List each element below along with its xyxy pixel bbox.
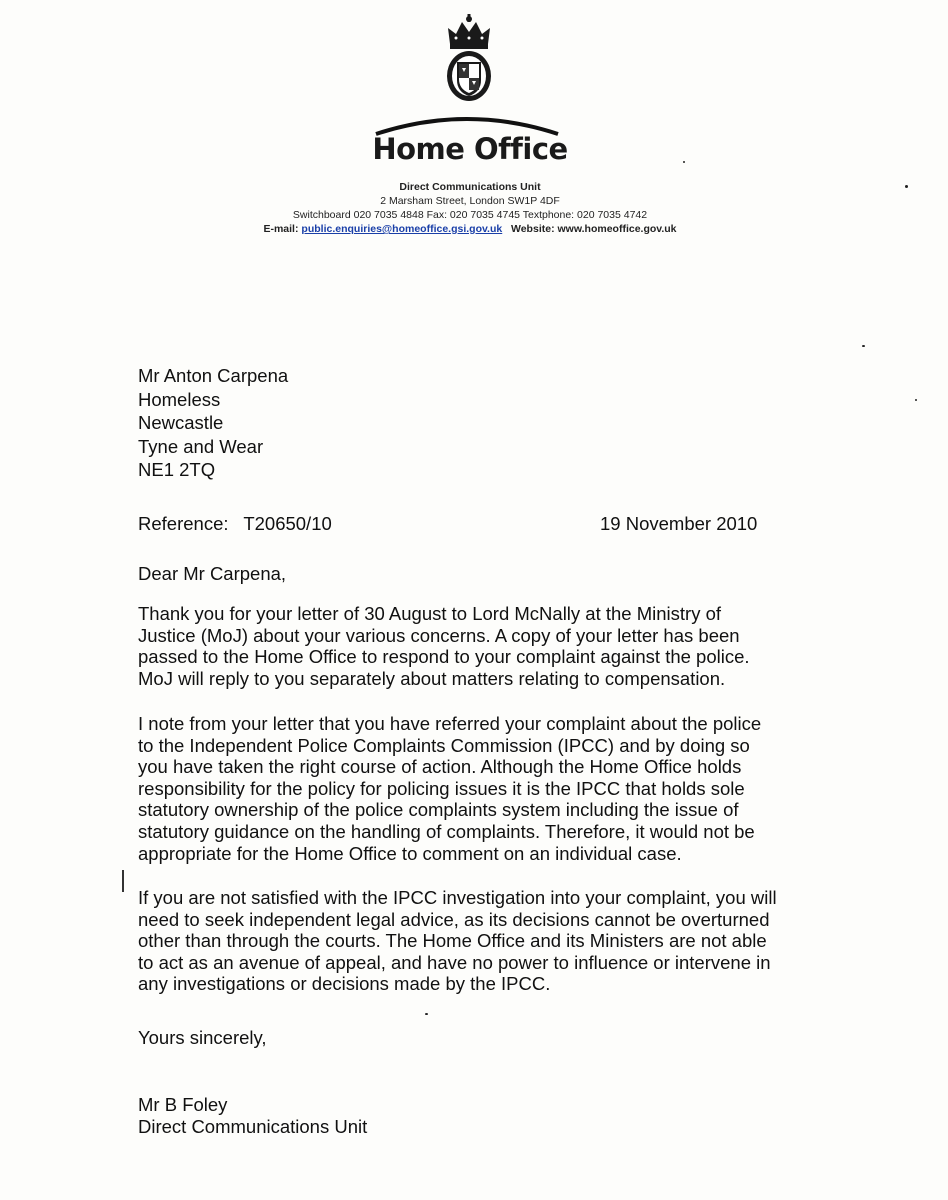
paragraph-line: Justice (MoJ) about your various concerns. A copy of your letter has been bbox=[138, 624, 740, 646]
salutation: Dear Mr Carpena, bbox=[138, 563, 287, 584]
paragraph-line: statutory ownership of the police complaints system including the issue of bbox=[138, 799, 739, 821]
paragraph-line: passed to the Home Office to respond to your complaint against the police. bbox=[138, 646, 750, 668]
recipient-line: Tyne and Wear bbox=[138, 435, 264, 457]
letterhead-phones: Switchboard 020 7035 4848 Fax: 020 7035 4745 Textphone: 020 7035 4742 bbox=[292, 209, 648, 221]
email-link[interactable]: public.enquiries@homeoffice.gsi.gov.uk bbox=[301, 223, 503, 235]
paragraph-line: responsibility for the policy for policing issues it is the IPCC that holds sole bbox=[138, 777, 745, 799]
royal-coat-of-arms-icon bbox=[438, 14, 500, 104]
email-label: E-mail: bbox=[263, 223, 299, 235]
reference-value: T20650/10 bbox=[243, 513, 332, 534]
paragraph-line: you have taken the right course of action. Although the Home Office holds bbox=[138, 756, 742, 778]
recipient-address bbox=[138, 364, 288, 482]
margin-mark bbox=[122, 870, 124, 892]
paragraph-line: MoJ will reply to you separately about matters relating to compensation. bbox=[138, 667, 726, 689]
letterhead-contact bbox=[160, 223, 780, 235]
scan-speck bbox=[683, 161, 685, 163]
organisation-name: Home Office bbox=[372, 132, 568, 166]
letterhead-unit: Direct Communications Unit bbox=[399, 181, 541, 193]
closing: Yours sincerely, bbox=[138, 1027, 267, 1048]
scan-speck bbox=[905, 185, 908, 188]
paragraph-line: Thank you for your letter of 30 August to Lord McNally at the Ministry of bbox=[138, 603, 722, 624]
paragraph-line: other than through the courts. The Home Office and its Ministers are not able bbox=[138, 930, 767, 952]
letter-date: 19 November 2010 bbox=[600, 513, 758, 534]
reference-label: Reference: bbox=[138, 513, 229, 534]
signature-block bbox=[138, 1094, 367, 1138]
paragraph-line: I note from your letter that you have referred your complaint about the police bbox=[138, 713, 762, 734]
recipient-line: Newcastle bbox=[138, 412, 224, 433]
signer-unit: Direct Communications Unit bbox=[138, 1116, 368, 1137]
recipient-line: Mr Anton Carpena bbox=[138, 365, 289, 386]
body-paragraph bbox=[138, 713, 828, 864]
body-paragraph bbox=[138, 603, 828, 689]
website-label: Website: bbox=[511, 223, 555, 235]
recipient-line: Homeless bbox=[138, 388, 221, 410]
recipient-line: NE1 2TQ bbox=[138, 459, 216, 480]
paragraph-line: to act as an avenue of appeal, and have no power to influence or intervene in bbox=[138, 951, 771, 973]
paragraph-line: appropriate for the Home Office to comment on an individual case. bbox=[138, 842, 682, 864]
paragraph-line: need to seek independent legal advice, as its decisions cannot be overturned bbox=[138, 908, 770, 930]
paragraph-line: statutory guidance on the handling of complaints. Therefore, it would not be bbox=[138, 820, 755, 842]
signer-name: Mr B Foley bbox=[138, 1094, 228, 1115]
letterhead-address: 2 Marsham Street, London SW1P 4DF bbox=[380, 195, 560, 207]
paragraph-line: any investigations or decisions made by the IPCC. bbox=[138, 973, 551, 995]
website-link[interactable]: www.homeoffice.gov.uk bbox=[557, 223, 677, 235]
paragraph-line: If you are not satisfied with the IPCC investigation into your complaint, you will bbox=[138, 887, 777, 908]
scan-speck bbox=[862, 345, 865, 347]
paragraph-line: to the Independent Police Complaints Commission (IPCC) and by doing so bbox=[138, 734, 750, 756]
scan-speck bbox=[425, 1013, 428, 1015]
reference bbox=[138, 513, 332, 535]
scan-speck bbox=[915, 399, 917, 401]
body-paragraph bbox=[138, 887, 828, 995]
